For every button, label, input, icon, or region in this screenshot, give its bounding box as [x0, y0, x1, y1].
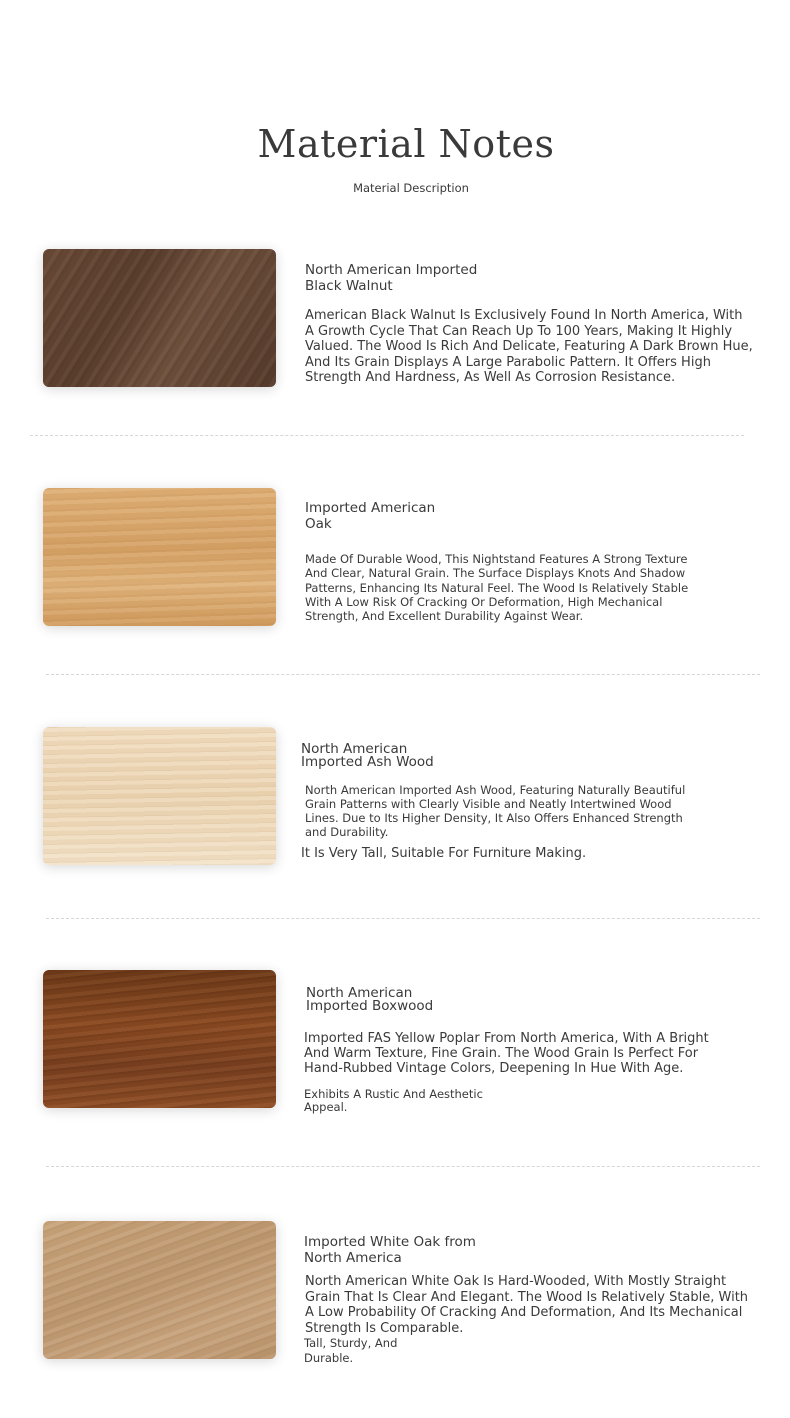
material-name-black-walnut: North American Imported Black Walnut — [305, 262, 478, 294]
material-description-ash-wood: North American Imported Ash Wood, Featuring Naturally Beautiful Grain Patterns with Clearly Visible and Neatly Intertwined Wood Lines. Due to Its Higher Density, It Also Offers Enhanced Strength and Durability. — [305, 783, 686, 840]
material-note-ash-wood: It Is Very Tall, Suitable For Furniture Making. — [301, 846, 587, 861]
material-description-boxwood: Imported FAS Yellow Poplar From North America, With A Bright And Warm Texture, Fine Grain. The Wood Grain Is Perfect For Hand-Rubbed Vintage Colors, Deepening In Hue With Age. — [304, 1031, 709, 1077]
white-oak-swatch — [43, 1221, 276, 1359]
material-name-boxwood: North American Imported Boxwood — [306, 985, 434, 1014]
material-name-american-oak: Imported American Oak — [305, 500, 436, 532]
material-name-white-oak: Imported White Oak from North America — [304, 1234, 476, 1266]
material-description-american-oak: Made Of Durable Wood, This Nightstand Features A Strong Texture And Clear, Natural Grain. The Surface Displays Knots And Shadow Patterns, Enhancing Its Natural Feel. The Wood Is Relatively Stable With A Low Risk Of Cracking Or Deformation, High Mechanical Strength, And Excellent Durability Against Wear. — [305, 552, 689, 624]
page-subtitle: Material Description — [353, 181, 469, 195]
section-divider — [46, 1166, 760, 1167]
material-note-boxwood: Exhibits A Rustic And Aesthetic Appeal. — [304, 1087, 483, 1114]
section-divider — [46, 918, 760, 919]
black-walnut-swatch — [43, 249, 276, 387]
ash-wood-swatch — [43, 727, 276, 865]
material-description-white-oak: North American White Oak Is Hard-Wooded, With Mostly Straight Grain That Is Clear And Elegant. The Wood Is Relatively Stable, With A Low Probability Of Cracking And Deformation, And Its Mechanical Strength Is Comparable. — [305, 1274, 749, 1336]
section-divider — [46, 674, 760, 675]
material-description-black-walnut: American Black Walnut Is Exclusively Found In North America, With A Growth Cycle That Can Reach Up To 100 Years, Making It Highly Valued. The Wood Is Rich And Delicate, Featuring A Dark Brown Hue, And Its Grain Displays A Large Parabolic Pattern. It Offers High Strength And Hardness, As Well As Corrosion Resistance. — [305, 308, 753, 385]
american-oak-swatch — [43, 488, 276, 626]
material-note-white-oak: Tall, Sturdy, And Durable. — [304, 1336, 398, 1365]
section-divider — [30, 435, 744, 436]
boxwood-swatch — [43, 970, 276, 1108]
page-title: Material Notes — [257, 122, 555, 166]
material-name-ash-wood: North American Imported Ash Wood — [301, 741, 434, 770]
